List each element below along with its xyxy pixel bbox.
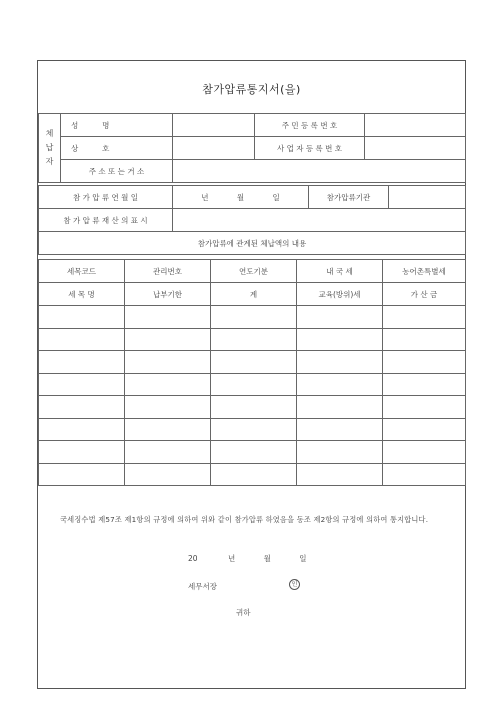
notice-date-prefix: 20 [188,554,198,563]
seizure-date-month: 월 [236,192,245,202]
arrears-row [39,418,466,441]
honorific: 귀하 [236,608,251,617]
arrears-cell[interactable] [211,441,297,464]
business-name-value[interactable] [173,137,255,160]
arrears-cell[interactable] [211,373,297,396]
arrears-cell[interactable] [39,396,125,419]
arrears-header-row-1 [39,260,466,283]
seizure-date-label: 참 가 압 류 연 월 일 [39,186,173,209]
arrears-cell[interactable] [383,351,466,374]
arrears-table [38,259,466,486]
arrears-cell[interactable] [211,351,297,374]
col-tax-name: 세 목 명 [39,283,125,306]
arrears-row [39,328,466,351]
seizure-date-value[interactable] [173,186,309,209]
arrears-cell[interactable] [125,306,211,329]
arrears-cell[interactable] [125,396,211,419]
arrears-cell[interactable] [39,373,125,396]
name-value[interactable] [173,114,255,137]
arrears-cell[interactable] [297,463,383,486]
arrears-header: 참가압류에 관계된 체납액의 내용 [39,232,466,255]
arrears-row [39,373,466,396]
arrears-row [39,463,466,486]
col-education-tax: 교육(방위)세 [297,283,383,306]
resident-no-label: 주 민 등 록 번 호 [255,114,365,137]
arrears-cell[interactable] [297,373,383,396]
arrears-row [39,351,466,374]
arrears-cell[interactable] [297,351,383,374]
tax-office-head: 세무서장 [188,582,217,591]
business-no-value[interactable] [365,137,466,160]
col-tax-code: 세목코드 [39,260,125,283]
arrears-cell[interactable] [125,328,211,351]
taxpayer-info-table [38,113,466,183]
arrears-cell[interactable] [125,351,211,374]
resident-no-value[interactable] [365,114,466,137]
arrears-body [39,306,466,486]
col-national-tax: 내 국 세 [297,260,383,283]
address-value[interactable] [173,160,466,183]
arrears-cell[interactable] [297,328,383,351]
seizure-date-year: 년 [201,192,209,202]
arrears-cell[interactable] [39,306,125,329]
arrears-cell[interactable] [383,396,466,419]
notice-date [188,553,306,564]
seizure-agency-label: 참가압류기관 [309,186,389,209]
property-label: 참 가 압 류 재 산 의 표 시 [39,209,173,232]
arrears-cell[interactable] [383,306,466,329]
notice-date-day: 일 [299,554,307,563]
arrears-cell[interactable] [211,396,297,419]
arrears-cell[interactable] [297,441,383,464]
notice-date-year: 년 [227,554,236,563]
arrears-header-row-2 [39,283,466,306]
arrears-cell[interactable] [383,463,466,486]
arrears-cell[interactable] [297,418,383,441]
address-label: 주 소 또 는 거 소 [61,160,173,183]
business-name-label: 상 호 [61,137,173,160]
arrears-cell[interactable] [383,328,466,351]
arrears-cell[interactable] [211,328,297,351]
form-title: 참가압류통지서(을) [202,83,301,96]
property-value[interactable] [173,209,466,232]
taxpayer-group-label: 체 납 자 [39,114,61,183]
col-year-period: 연도기분 [211,260,297,283]
business-no-label: 사 업 자 등 록 번 호 [255,137,365,160]
arrears-cell[interactable] [39,328,125,351]
arrears-cell[interactable] [125,373,211,396]
notice-text: 국세징수법 제57조 제1항의 규정에 의하여 위와 같이 참가압류 하였음을 동조 제2항의 규정에 의하여 통지합니다. [60,515,429,524]
arrears-row [39,441,466,464]
form-frame [37,60,466,689]
arrears-cell[interactable] [383,418,466,441]
arrears-cell[interactable] [383,441,466,464]
arrears-cell[interactable] [125,418,211,441]
arrears-cell[interactable] [39,463,125,486]
arrears-cell[interactable] [211,306,297,329]
col-total: 계 [211,283,297,306]
arrears-cell[interactable] [39,418,125,441]
seizure-agency-value[interactable] [389,186,466,209]
arrears-cell[interactable] [39,351,125,374]
notice-date-month: 월 [263,554,271,563]
arrears-cell[interactable] [39,441,125,464]
arrears-cell[interactable] [211,418,297,441]
arrears-cell[interactable] [125,441,211,464]
col-due-date: 납부기한 [125,283,211,306]
arrears-cell[interactable] [125,463,211,486]
arrears-cell[interactable] [297,306,383,329]
seal-mark: 인 [289,579,300,590]
name-label: 성 명 [61,114,173,137]
col-management-no: 관리번호 [125,260,211,283]
seizure-table [38,185,466,255]
col-penalty: 가 산 금 [383,283,466,306]
arrears-row [39,396,466,419]
col-rural-special-tax: 농어촌특별세 [383,260,466,283]
arrears-cell[interactable] [211,463,297,486]
arrears-row [39,306,466,329]
seizure-date-day: 일 [272,192,280,202]
arrears-cell[interactable] [383,373,466,396]
arrears-cell[interactable] [297,396,383,419]
